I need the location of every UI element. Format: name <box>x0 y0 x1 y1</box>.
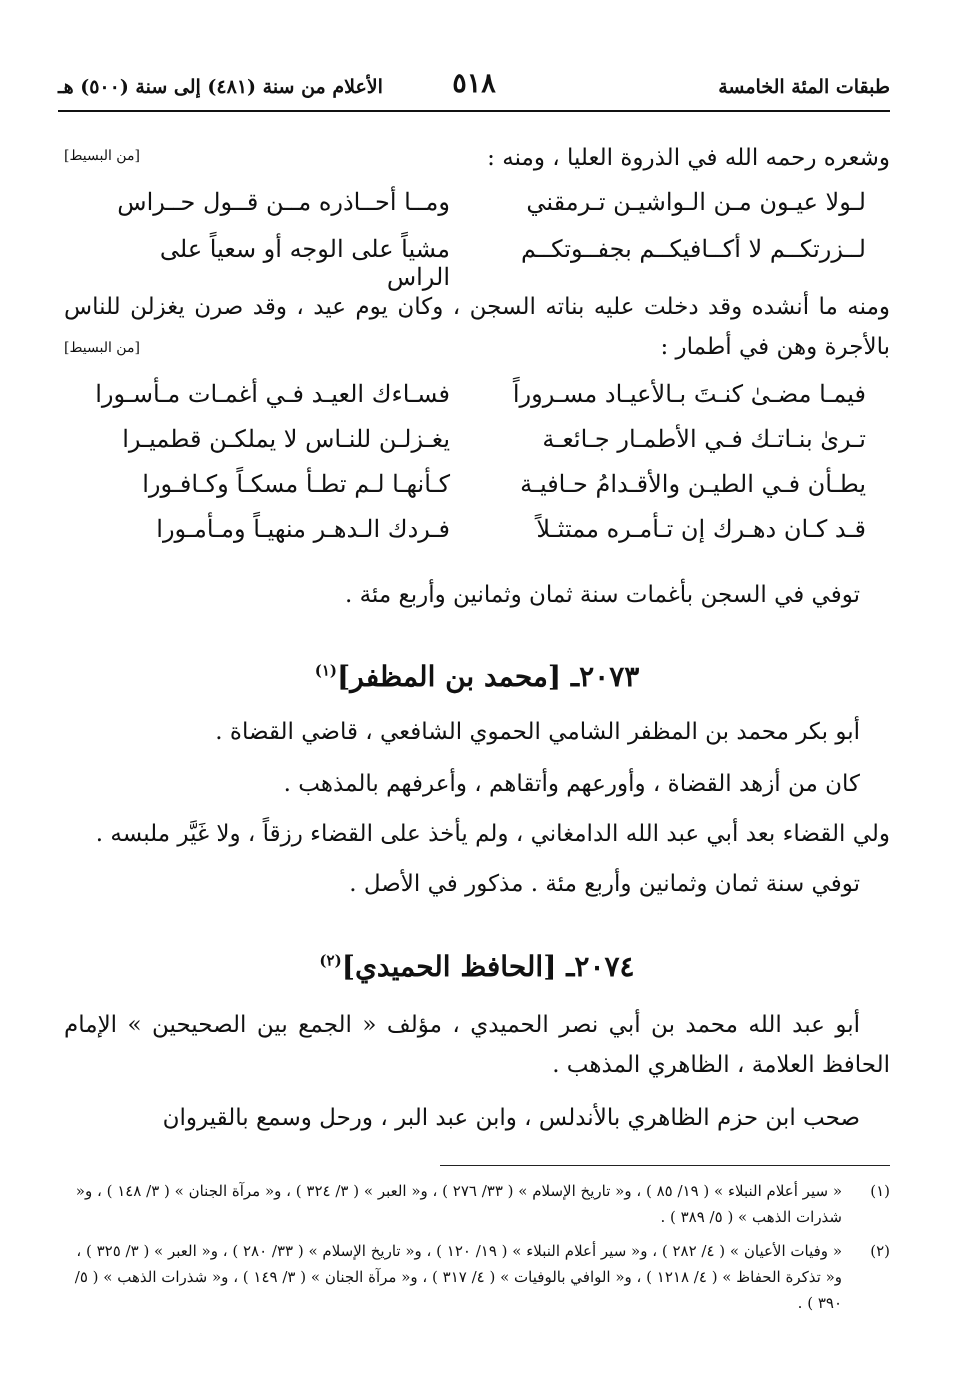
entry-paragraph: صحب ابن حزم الظاهري بالأندلس ، وابن عبد البر ، ورحل وسمع بالقيروان <box>162 1105 860 1131</box>
verse-second-hemistich: يغـزلـن للنـاس لا يملكـن قطميـرا <box>122 425 450 453</box>
entry-heading <box>64 660 890 693</box>
verse-line <box>90 470 866 510</box>
verse-second-hemistich: ومــا أحــاذره مــن قــول حــراس <box>117 188 450 216</box>
verse-first-hemistich: لـولا عيـون مـن الـواشيـن تـرمقني <box>526 188 866 216</box>
intro-line: وشعره رحمه الله في الذروة العليا ، ومنه : <box>487 145 890 171</box>
verse-first-hemistich: تـرىٰ بنـاتـك فـي الأطمـار جـائعـة <box>542 425 866 453</box>
verse-second-hemistich: فـردك الـدهـر منهيـاً ومـأمـورا <box>156 515 450 543</box>
entry-line: توفي سنة ثمان وثمانين وأربع مئة . مذكور في الأصل . <box>349 871 860 897</box>
footnote <box>62 1238 890 1316</box>
death-note: توفي في السجن بأغمات سنة ثمان وثمانين وأربع مئة . <box>344 582 860 608</box>
intro2-paragraph: ومنه ما أنشده وقد دخلت عليه بناته السجن ، وكان يوم عيد ، وقد صرن يغزلن للناس بالأجرة وهن في أطمار : <box>64 294 890 360</box>
entry-line: أبو بكر محمد بن المظفر الشامي الحموي الشافعي ، قاضي القضاة . <box>215 719 860 745</box>
page-number: ٥١٨ <box>452 68 496 99</box>
verse-first-hemistich: يطـأن فـي الطيـن والأقـدامُ حـافيـة <box>520 470 866 498</box>
footnote-number: (٢) <box>870 1242 890 1260</box>
header-year-range: الأعلام من سنة (٤٨١) إلى سنة (٥٠٠) هـ <box>58 76 383 98</box>
verse-second-hemistich: كـأنهـا لـم تطـأ مسكـاً وكـافـورا <box>142 470 450 498</box>
verse-first-hemistich: لــزرتكــم لا أكــافيكــم بجفــوتكــم <box>521 235 866 263</box>
verse-second-hemistich: فسـاءك العيـد فـي أغمـات مـأسـورا <box>95 380 450 408</box>
meter-label: [من البسيط] <box>64 148 140 164</box>
entry-paragraph: أبو عبد الله محمد بن أبي نصر الحميدي ، مؤلف « الجمع بين الصحيحين » الإمام الحافظ العلامة ، الظاهري المذهب . <box>64 1012 890 1078</box>
footnote <box>62 1178 890 1230</box>
verse-line <box>90 425 866 465</box>
verse-line <box>90 188 866 228</box>
footnote-text: « سير أعلام النبلاء » ( ١٩/ ٨٥ ) ، و« تاريخ الإسلام » ( ٣٣/ ٢٧٦ ) ، و« العبر » ( ٣/ ٣٢٤ ) ، و« مرآة الجنان » ( ٣/ ١٤٨ ) ، و« شذرات الذهب » ( ٥/ ٣٨٩ ) . <box>75 1182 842 1226</box>
entry-title-text: ٢٠٧٣ـ [محمد بن المظفر] <box>337 660 640 693</box>
entry-line: ولي القضاء بعد أبي عبد الله الدامغاني ، ولم يأخذ على القضاء رزقاً ، ولا غَيَّر ملبسه . <box>95 821 890 847</box>
entry-line: كان من أزهد القضاة ، وأورعهم وأتقاهم ، وأعرفهم بالمذهب . <box>283 771 860 797</box>
verse-first-hemistich: فيمـا مضـىٰ كنـتَ بـالأعيـاد مسـروراً <box>512 380 866 408</box>
entry-title-text: ٢٠٧٤ـ [الحافظ الحميدي] <box>341 950 635 983</box>
verse-line <box>90 380 866 420</box>
running-header <box>58 68 890 108</box>
meter-label: [من البسيط] <box>64 340 140 356</box>
verse-second-hemistich: مشياً على الوجه أو سعياً على الراس <box>159 235 450 291</box>
footnote-reference: (٢) <box>319 951 342 970</box>
footnote-text: « وفيات الأعيان » ( ٤/ ٢٨٢ ) ، و« سير أعلام النبلاء » ( ١٩/ ١٢٠ ) ، و« تاريخ الإسلام » ( ٣٣/ ٢٨٠ ) ، و« العبر » ( ٣/ ٣٢٥ ) ، و« تذكرة الحفاظ » ( ٤/ ١٢١٨ ) ، و« الوافي بالوفيات » ( ٤/ ٣١٧ ) ، و« مرآة الجنان » ( ٣/ ١٤٩ ) ، و« شذرات الذهب » ( ٥/ ٣٩٠ ) . <box>74 1242 842 1312</box>
verse-line <box>90 515 866 555</box>
footnote-number: (١) <box>870 1182 890 1200</box>
footnote-reference: (١) <box>314 661 338 680</box>
entry-heading <box>64 950 890 983</box>
header-section-title: طبقات المئة الخامسة <box>718 76 890 98</box>
verse-first-hemistich: قـد كـان دهـرك إن تـأمـره ممتثـلاً <box>536 515 866 543</box>
header-rule <box>58 110 890 112</box>
footnote-rule <box>440 1165 890 1166</box>
verse-line <box>90 235 866 291</box>
